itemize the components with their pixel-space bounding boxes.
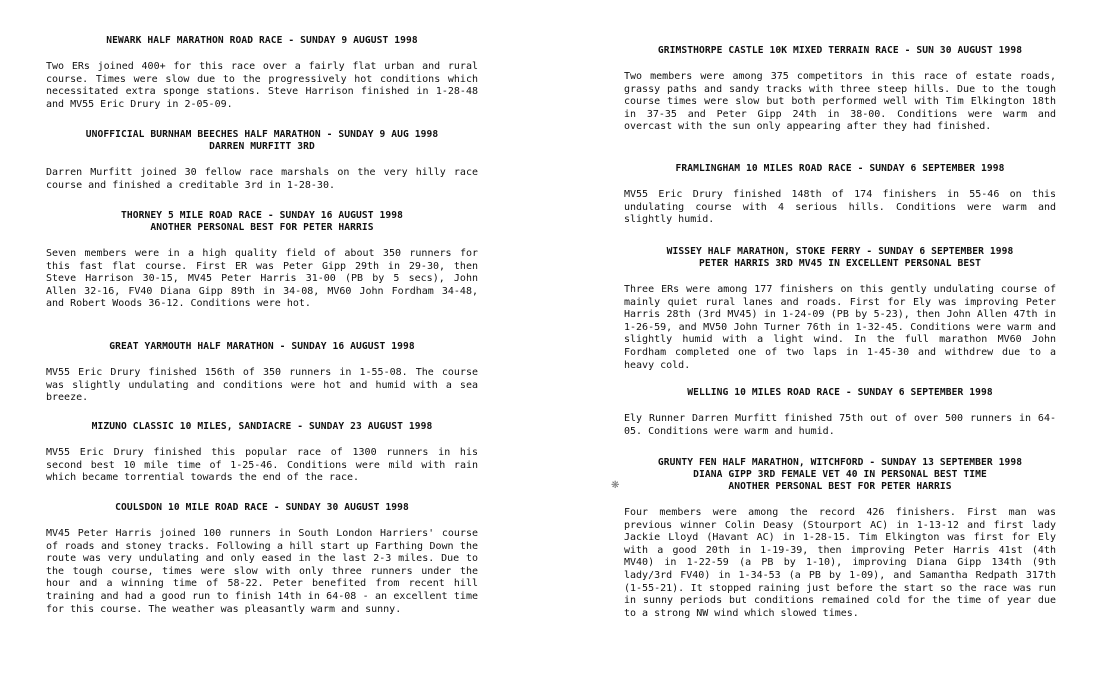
report-heading: FRAMLINGHAM 10 MILES ROAD RACE - SUNDAY 6 SEPTEMBER 1998 (675, 163, 1005, 174)
report-text: MV55 Eric Drury finished 156th of 350 runners in 1-55-08. The course was slightly undulating and conditions were hot and humid with a sea breeze. (46, 367, 478, 404)
report-subheading: DIANA GIPP 3RD FEMALE VET 40 IN PERSONAL BEST TIME (693, 469, 987, 480)
report-subheading: DARREN MURFITT 3RD (209, 141, 315, 152)
race-report-thorney (46, 210, 478, 311)
race-report-newark (46, 35, 478, 111)
report-heading: THORNEY 5 MILE ROAD RACE - SUNDAY 16 AUGUST 1998 (120, 210, 404, 221)
report-text: Two members were among 375 competitors in this race of estate roads, grassy paths and sandy tracks with three steep hills. Due to the tough course times were slow but both performed well with Tim Elkington 18th in 37-35 and Peter Gipp 24th in 38-00. Conditions were warm and overcast with the sun only appearing after they had finished. (624, 71, 1056, 133)
report-text: Four members were among the record 426 finishers. First man was previous winner Colin Deasy (Stourport AC) in 1-13-12 and first lady Jackie Lloyd (Havant AC) in 1-28-15. Tim Elkington was first for Ely with a good 20th in 1-19-39, then improving Peter Harris 41st (4th MV40) in 1-22-59 (a PB by 1-10), improving Diana Gipp 134th (9th lady/3rd FV40) in 1-34-53 (a PB by 1-09), and Samantha Redpath 317th (1-55-21). It stopped raining just before the start so the race was run in sunny periods but conditions remained cold for the time of year due to a strong NW wind which slowed times. (624, 507, 1056, 619)
report-text: Ely Runner Darren Murfitt finished 75th out of over 500 runners in 64-05. Conditions were warm and humid. (624, 413, 1056, 437)
report-text: Seven members were in a high quality field of about 350 runners for this fast flat course. First ER was Peter Gipp 29th in 29-30, then Steve Harrison 30-15, MV45 Peter Harris 31-00 (PB by 5 secs), John Allen 32-16, FV40 Diana Gipp 89th in 34-08, MV60 John Fordham 34-48, and Robert Woods 36-12. Conditions were hot. (46, 248, 478, 310)
report-heading: WELLING 10 MILES ROAD RACE - SUNDAY 6 SEPTEMBER 1998 (687, 387, 993, 398)
race-report-great-yarmouth (46, 341, 478, 405)
race-report-coulsdon (46, 502, 478, 616)
report-text: Darren Murfitt joined 30 fellow race marshals on the very hilly race course and finished a creditable 3rd in 1-28-30. (46, 167, 478, 191)
ink-smudge-icon: ❋ (611, 480, 620, 491)
report-text: MV45 Peter Harris joined 100 runners in South London Harriers' course of roads and stoney tracks. Following a hill start up Farthing Down the route was very undulating and only eased in the last 2-3 miles. Due to the tough course, times were slow with only three runners under the hour and a winning time of 58-22. Peter benefited from recent hill training and had a good run to finish 14th in 64-08 - an excellent time for this course. The weather was pleasantly warm and sunny. (46, 528, 478, 615)
race-report-framlingham (624, 163, 1056, 227)
report-heading: COULSDON 10 MILE ROAD RACE - SUNDAY 30 AUGUST 1998 (115, 502, 409, 513)
race-report-wissey (624, 246, 1056, 372)
report-text: Two ERs joined 400+ for this race over a fairly flat urban and rural course. Times were slow due to the progressively hot conditions which necessitated extra sponge stations. Steve Harrison finished in 1-28-48 and MV55 Eric Drury in 2-05-09. (46, 61, 478, 110)
report-heading: MIZUNO CLASSIC 10 MILES, SANDIACRE - SUNDAY 23 AUGUST 1998 (91, 421, 433, 432)
report-heading: GRUNTY FEN HALF MARATHON, WITCHFORD - SUNDAY 13 SEPTEMBER 1998 (657, 457, 1023, 468)
report-heading: NEWARK HALF MARATHON ROAD RACE - SUNDAY 9 AUGUST 1998 (106, 35, 418, 46)
report-heading: GREAT YARMOUTH HALF MARATHON - SUNDAY 16 AUGUST 1998 (109, 341, 415, 352)
report-heading: GRIMSTHORPE CASTLE 10K MIXED TERRAIN RACE - SUN 30 AUGUST 1998 (657, 45, 1023, 56)
race-report-grimsthorpe-castle (624, 45, 1056, 134)
race-report-mizuno-classic (46, 421, 478, 485)
report-subheading: PETER HARRIS 3RD MV45 IN EXCELLENT PERSONAL BEST (698, 258, 982, 269)
report-heading: WISSEY HALF MARATHON, STOKE FERRY - SUNDAY 6 SEPTEMBER 1998 (666, 246, 1014, 257)
report-heading: UNOFFICIAL BURNHAM BEECHES HALF MARATHON - SUNDAY 9 AUG 1998 (85, 129, 439, 140)
report-text: MV55 Eric Drury finished 148th of 174 finishers in 55-46 on this undulating course with 4 serious hills. Conditions were warm and slightly humid. (624, 189, 1056, 226)
race-report-burnham-beeches (46, 129, 478, 192)
race-report-grunty-fen (624, 457, 1056, 620)
report-subheading: ANOTHER PERSONAL BEST FOR PETER HARRIS (150, 222, 374, 233)
report-text: MV55 Eric Drury finished this popular race of 1300 runners in his second best 10 mile time of 1-25-46. Conditions were mild with rain which became torrential towards the end of the race. (46, 447, 478, 484)
race-report-welling (624, 387, 1056, 438)
report-text: Three ERs were among 177 finishers on this gently undulating course of mainly quiet rural lanes and roads. First for Ely was improving Peter Harris 28th (3rd MV45) in 1-24-09 (PB by 5-23), then John Allen 47th in 1-26-59, and MV50 John Turner 76th in 1-32-45. Conditions were warm and slightly humid with a light wind. In the full marathon MV60 John Fordham completed one of two laps in 1-45-30 and withdrew due to a heavy cold. (624, 284, 1056, 371)
report-subheading: ANOTHER PERSONAL BEST FOR PETER HARRIS (728, 481, 952, 492)
